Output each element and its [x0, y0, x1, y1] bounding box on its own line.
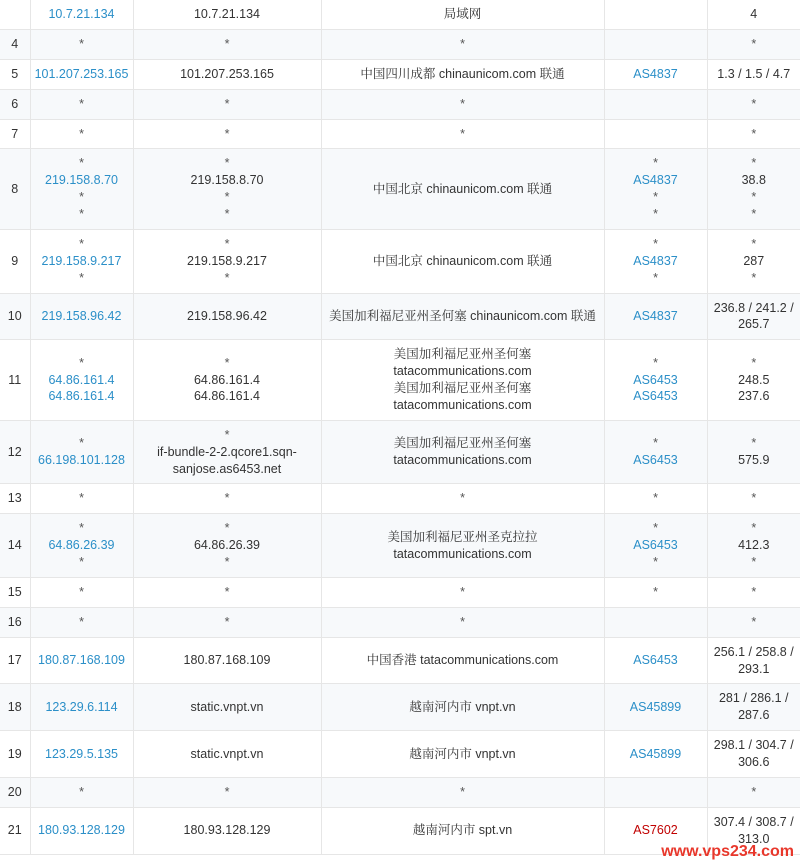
table-row	[0, 149, 800, 230]
location-text: *	[460, 584, 465, 599]
hop-hostname-cell	[133, 89, 321, 119]
latency-text: 248.5	[738, 372, 770, 387]
latency-text: 412.3	[738, 538, 770, 553]
table-row	[0, 731, 800, 778]
hop-ip-cell	[30, 777, 133, 807]
location-text: 美国加利福尼亚州圣何塞 tatacommunications.com	[393, 436, 532, 468]
hop-hostname-cell	[133, 637, 321, 684]
hop-hostname-cell	[133, 607, 321, 637]
latency-text: 256.1 / 258.8 / 293.1	[713, 644, 794, 676]
hop-ip-cell	[30, 731, 133, 778]
table-row	[0, 777, 800, 807]
asn-link[interactable]: AS4837	[633, 173, 678, 188]
hostname-text: 64.86.161.4	[193, 389, 261, 404]
hop-location-cell	[321, 89, 604, 119]
hop-ip-cell	[30, 684, 133, 731]
hop-asn-cell	[604, 607, 707, 637]
location-text: 美国加利福尼亚州圣何塞 tatacommunications.com	[393, 347, 532, 379]
hop-ip-cell	[30, 29, 133, 59]
ip-link[interactable]: 64.86.26.39	[48, 538, 115, 553]
hostname-text: *	[224, 427, 230, 442]
hop-number: 6	[0, 89, 30, 119]
ip-placeholder: *	[79, 190, 84, 205]
asn-placeholder: *	[653, 236, 658, 251]
hop-hostname-cell	[133, 0, 321, 29]
hop-location-cell	[321, 149, 604, 230]
hop-latency-cell	[707, 637, 800, 684]
hop-asn-cell	[604, 89, 707, 119]
hop-hostname-cell	[133, 149, 321, 230]
hop-ip-cell	[30, 807, 133, 854]
table-row	[0, 577, 800, 607]
hop-number: 21	[0, 807, 30, 854]
hop-hostname-cell	[133, 684, 321, 731]
hostname-text: *	[224, 96, 230, 111]
hop-asn-cell	[604, 514, 707, 578]
location-text: 美国加利福尼亚州圣克拉拉 tatacommunications.com	[387, 529, 538, 561]
hostname-text: *	[224, 36, 230, 51]
hop-asn-cell	[604, 29, 707, 59]
hop-latency-cell	[707, 29, 800, 59]
location-text: 中国香港 tatacommunications.com	[366, 653, 559, 668]
latency-text: 4	[750, 7, 758, 21]
latency-text: *	[751, 355, 757, 370]
ip-link[interactable]: 219.158.8.70	[45, 173, 118, 188]
hop-ip-cell	[30, 607, 133, 637]
hop-ip-cell	[30, 514, 133, 578]
hostname-text: *	[224, 190, 230, 205]
hostname-text: 64.86.161.4	[193, 372, 261, 387]
hop-ip-cell	[30, 577, 133, 607]
hop-location-cell	[321, 229, 604, 293]
hop-number: 11	[0, 340, 30, 421]
hop-asn-cell	[604, 59, 707, 89]
hop-latency-cell	[707, 607, 800, 637]
hop-asn-cell	[604, 119, 707, 149]
hop-latency-cell	[707, 293, 800, 340]
latency-text: 38.8	[741, 173, 766, 188]
asn-link[interactable]: AS4837	[633, 253, 678, 268]
ip-link[interactable]: 123.29.5.135	[45, 746, 118, 761]
ip-link[interactable]: 101.207.253.165	[34, 66, 129, 81]
location-text: 局域网	[443, 7, 482, 21]
location-text: *	[460, 36, 465, 51]
latency-text: *	[751, 207, 757, 221]
latency-text: *	[751, 126, 757, 141]
location-text: 美国加利福尼亚州圣何塞 chinaunicom.com 联通	[329, 308, 596, 323]
latency-text: *	[751, 784, 757, 799]
ip-link[interactable]: 180.87.168.109	[38, 653, 125, 668]
hop-number: 16	[0, 607, 30, 637]
table-row	[0, 340, 800, 421]
hop-hostname-cell	[133, 420, 321, 484]
hop-hostname-cell	[133, 119, 321, 149]
latency-text: *	[751, 584, 757, 599]
hostname-text: 10.7.21.134	[193, 7, 261, 21]
hop-asn-cell	[604, 484, 707, 514]
hop-hostname-cell	[133, 29, 321, 59]
ip-link[interactable]: 10.7.21.134	[48, 7, 115, 21]
ip-placeholder: *	[79, 355, 84, 370]
hop-ip-cell	[30, 484, 133, 514]
hostname-text: *	[224, 207, 230, 221]
ip-placeholder: *	[79, 584, 84, 599]
latency-text: *	[751, 36, 757, 51]
hop-asn-cell	[604, 777, 707, 807]
ip-placeholder: *	[79, 436, 84, 451]
hostname-text: if-bundle-2-2.qcore1.sqn-sanjose.as6453.net	[157, 444, 297, 476]
hop-number: 14	[0, 514, 30, 578]
hop-asn-cell	[604, 637, 707, 684]
asn-link[interactable]: AS6453	[633, 538, 678, 553]
hop-latency-cell	[707, 119, 800, 149]
asn-link[interactable]: AS45899	[629, 699, 682, 714]
asn-placeholder: *	[653, 491, 658, 506]
hop-location-cell	[321, 577, 604, 607]
hop-latency-cell	[707, 777, 800, 807]
asn-link[interactable]: AS45899	[629, 746, 682, 761]
hop-latency-cell	[707, 514, 800, 578]
hop-location-cell	[321, 684, 604, 731]
hop-hostname-cell	[133, 484, 321, 514]
latency-text: 237.6	[738, 389, 770, 404]
hop-hostname-cell	[133, 229, 321, 293]
table-row	[0, 59, 800, 89]
location-text: *	[460, 784, 465, 799]
hostname-text: *	[224, 491, 230, 506]
hop-location-cell	[321, 777, 604, 807]
hop-hostname-cell	[133, 59, 321, 89]
latency-text: *	[751, 521, 757, 536]
hop-number: 7	[0, 119, 30, 149]
hop-ip-cell	[30, 149, 133, 230]
hop-location-cell	[321, 637, 604, 684]
hop-location-cell	[321, 731, 604, 778]
location-text: *	[460, 614, 465, 629]
latency-text: *	[751, 491, 757, 506]
location-text: 越南河内市 spt.vn	[412, 823, 513, 838]
hostname-text: *	[224, 784, 230, 799]
table-row	[0, 89, 800, 119]
asn-link[interactable]: AS6453	[633, 453, 678, 468]
asn-link[interactable]: AS4837	[633, 308, 678, 323]
table-row	[0, 514, 800, 578]
table-row	[0, 0, 800, 29]
asn-placeholder: *	[653, 207, 658, 221]
ip-placeholder: *	[79, 784, 84, 799]
hop-latency-cell	[707, 731, 800, 778]
hostname-text: *	[224, 270, 230, 285]
hostname-text: 64.86.26.39	[193, 538, 261, 553]
table-row	[0, 637, 800, 684]
latency-text: *	[751, 270, 757, 285]
hop-asn-cell	[604, 577, 707, 607]
asn-link[interactable]: AS6453	[633, 389, 678, 404]
hostname-text: *	[224, 584, 230, 599]
ip-link[interactable]: 219.158.96.42	[41, 308, 122, 323]
hostname-text: *	[224, 156, 230, 171]
hop-location-cell	[321, 119, 604, 149]
hop-asn-cell	[604, 731, 707, 778]
hop-latency-cell	[707, 420, 800, 484]
latency-text: *	[751, 614, 757, 629]
site-watermark: www.vps234.com	[661, 843, 794, 860]
table-row	[0, 229, 800, 293]
hop-number: 12	[0, 420, 30, 484]
ip-placeholder: *	[79, 555, 84, 569]
latency-text: *	[751, 436, 757, 451]
hop-ip-cell	[30, 637, 133, 684]
hostname-text: 101.207.253.165	[180, 66, 274, 81]
latency-text: 307.4 / 308.7 / 313.0	[713, 814, 794, 846]
ip-link[interactable]: 180.93.128.129	[38, 823, 125, 838]
ip-placeholder: *	[79, 270, 84, 285]
hop-number: 10	[0, 293, 30, 340]
hop-latency-cell	[707, 340, 800, 421]
hostname-text: 180.93.128.129	[183, 823, 271, 838]
hostname-text: *	[224, 236, 230, 251]
ip-link[interactable]: 64.86.161.4	[48, 372, 115, 387]
asn-placeholder: *	[653, 270, 658, 285]
latency-text: 1.3 / 1.5 / 4.7	[717, 66, 791, 81]
hop-asn-cell	[604, 149, 707, 230]
ip-placeholder: *	[79, 521, 84, 536]
hostname-text: 180.87.168.109	[183, 653, 271, 668]
ip-placeholder: *	[79, 207, 84, 221]
ip-placeholder: *	[79, 96, 84, 111]
hostname-text: *	[224, 521, 230, 536]
hop-ip-cell	[30, 119, 133, 149]
latency-text: *	[751, 156, 757, 171]
hop-number	[0, 0, 30, 29]
hop-hostname-cell	[133, 514, 321, 578]
asn-link[interactable]: AS4837	[633, 66, 678, 81]
hop-latency-cell	[707, 684, 800, 731]
hostname-text: 219.158.96.42	[187, 308, 267, 323]
hostname-text: *	[224, 614, 230, 629]
hop-ip-cell	[30, 420, 133, 484]
location-text: *	[460, 126, 465, 141]
latency-text: *	[751, 190, 757, 205]
hop-latency-cell	[707, 577, 800, 607]
location-text: 中国四川成都 chinaunicom.com 联通	[360, 66, 565, 81]
hop-number: 19	[0, 731, 30, 778]
latency-text: 287	[743, 253, 765, 268]
hostname-text: 219.158.8.70	[190, 173, 264, 188]
hop-ip-cell	[30, 89, 133, 119]
hop-ip-cell	[30, 0, 133, 29]
ip-link[interactable]: 64.86.161.4	[48, 389, 115, 404]
hop-hostname-cell	[133, 340, 321, 421]
ip-link[interactable]: 219.158.9.217	[41, 253, 122, 268]
hop-ip-cell	[30, 293, 133, 340]
asn-placeholder: *	[653, 555, 658, 569]
table-row	[0, 684, 800, 731]
location-text: 中国北京 chinaunicom.com 联通	[372, 181, 553, 196]
hop-hostname-cell	[133, 807, 321, 854]
asn-link[interactable]: AS7602	[633, 823, 678, 838]
location-text: *	[460, 491, 465, 506]
hop-asn-cell	[604, 229, 707, 293]
hop-ip-cell	[30, 229, 133, 293]
ip-placeholder: *	[79, 491, 84, 506]
hop-asn-cell	[604, 420, 707, 484]
hop-number: 13	[0, 484, 30, 514]
asn-placeholder: *	[653, 156, 658, 171]
table-row	[0, 607, 800, 637]
hop-location-cell	[321, 59, 604, 89]
hop-hostname-cell	[133, 293, 321, 340]
hostname-text: static.vnpt.vn	[190, 699, 264, 714]
hop-number: 17	[0, 637, 30, 684]
asn-link[interactable]: AS6453	[633, 653, 678, 668]
table-row	[0, 119, 800, 149]
ip-link[interactable]: 66.198.101.128	[38, 453, 125, 468]
asn-link[interactable]: AS6453	[633, 372, 678, 387]
asn-placeholder: *	[653, 521, 658, 536]
hop-number: 8	[0, 149, 30, 230]
hop-hostname-cell	[133, 731, 321, 778]
asn-placeholder: *	[653, 190, 658, 205]
hop-number: 20	[0, 777, 30, 807]
latency-text: 298.1 / 304.7 / 306.6	[713, 738, 794, 769]
hop-number: 5	[0, 59, 30, 89]
hop-location-cell	[321, 293, 604, 340]
hop-number: 9	[0, 229, 30, 293]
hop-hostname-cell	[133, 777, 321, 807]
hop-latency-cell	[707, 0, 800, 29]
hop-location-cell	[321, 484, 604, 514]
hop-asn-cell	[604, 293, 707, 340]
latency-text: 236.8 / 241.2 / 265.7	[713, 300, 794, 332]
hop-latency-cell	[707, 149, 800, 230]
latency-text: 281 / 286.1 / 287.6	[718, 691, 789, 723]
hop-ip-cell	[30, 59, 133, 89]
ip-link[interactable]: 123.29.6.114	[45, 699, 118, 714]
hostname-text: static.vnpt.vn	[190, 746, 264, 761]
hostname-text: *	[224, 126, 230, 141]
hop-latency-cell	[707, 89, 800, 119]
table-row	[0, 484, 800, 514]
hop-number: 4	[0, 29, 30, 59]
hop-number: 18	[0, 684, 30, 731]
hop-hostname-cell	[133, 577, 321, 607]
asn-placeholder: *	[653, 436, 658, 451]
ip-placeholder: *	[79, 126, 84, 141]
hop-location-cell	[321, 514, 604, 578]
location-text: *	[460, 96, 465, 111]
latency-text: 575.9	[738, 453, 770, 468]
hop-number: 15	[0, 577, 30, 607]
asn-placeholder: *	[653, 355, 658, 370]
latency-text: *	[751, 96, 757, 111]
asn-placeholder: *	[653, 584, 658, 599]
ip-placeholder: *	[79, 36, 84, 51]
hop-ip-cell	[30, 340, 133, 421]
ip-placeholder: *	[79, 156, 84, 171]
latency-text: *	[751, 555, 757, 569]
hop-location-cell	[321, 420, 604, 484]
location-text: 中国北京 chinaunicom.com 联通	[372, 253, 553, 268]
ip-placeholder: *	[79, 614, 84, 629]
hop-latency-cell	[707, 59, 800, 89]
ip-placeholder: *	[79, 236, 84, 251]
hop-asn-cell	[604, 0, 707, 29]
hop-latency-cell	[707, 229, 800, 293]
latency-text: *	[751, 236, 757, 251]
hop-location-cell	[321, 29, 604, 59]
table-row	[0, 293, 800, 340]
hop-location-cell	[321, 0, 604, 29]
location-text: 美国加利福尼亚州圣何塞 tatacommunications.com	[393, 381, 532, 412]
hop-asn-cell	[604, 340, 707, 421]
location-text: 越南河内市 vnpt.vn	[409, 699, 516, 714]
hostname-text: *	[224, 555, 230, 569]
hostname-text: 219.158.9.217	[187, 253, 267, 268]
table-row	[0, 420, 800, 484]
table-row	[0, 29, 800, 59]
hop-asn-cell	[604, 684, 707, 731]
hop-location-cell	[321, 340, 604, 421]
hostname-text: *	[224, 355, 230, 370]
hop-location-cell	[321, 607, 604, 637]
hop-location-cell	[321, 807, 604, 854]
location-text: 越南河内市 vnpt.vn	[409, 746, 516, 761]
hop-latency-cell	[707, 484, 800, 514]
